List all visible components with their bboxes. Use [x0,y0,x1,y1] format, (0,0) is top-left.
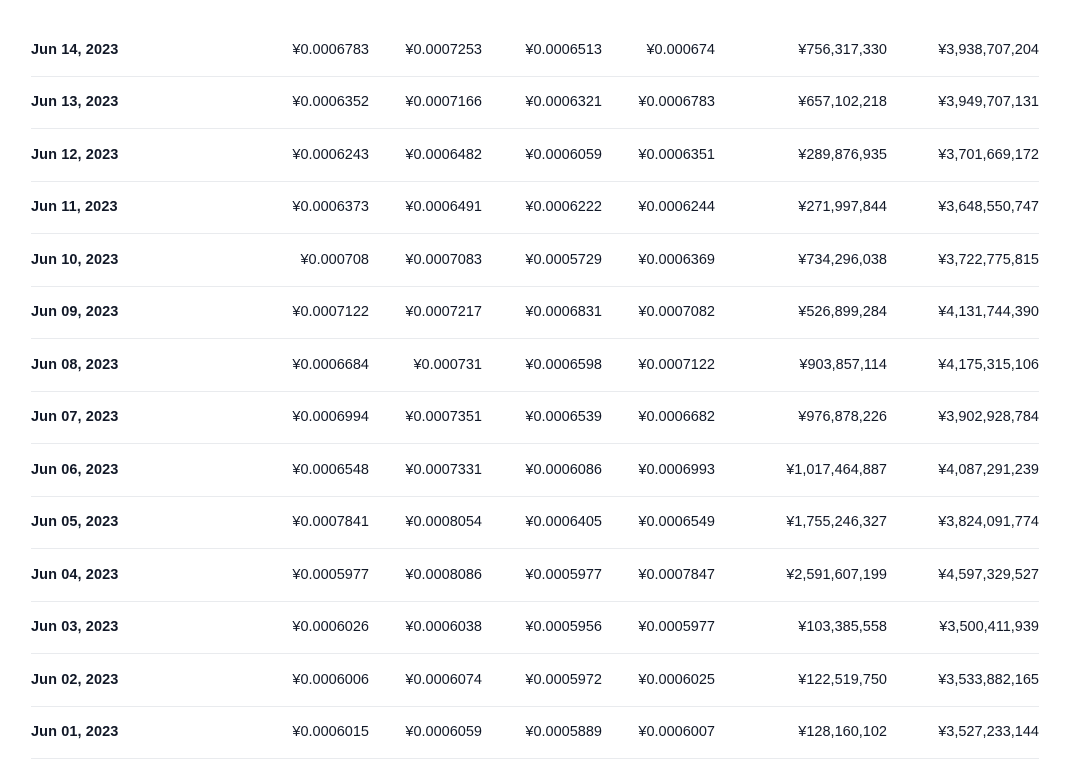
cell-date: Jun 04, 2023 [31,566,119,583]
cell-market-cap: ¥4,597,329,527 [938,566,1039,583]
cell-market-cap: ¥3,902,928,784 [938,409,1039,426]
cell-open: ¥0.0007841 [292,514,369,531]
table-row [31,129,1039,182]
cell-volume: ¥2,591,607,199 [786,566,887,583]
table-row [31,24,1039,76]
cell-volume: ¥734,296,038 [798,251,887,268]
historical-price-table [31,24,1039,759]
cell-close: ¥0.0006783 [638,94,715,111]
cell-low: ¥0.0005977 [525,566,602,583]
cell-high: ¥0.0006482 [405,146,482,163]
table-row [31,706,1039,759]
cell-volume: ¥976,878,226 [798,409,887,426]
cell-low: ¥0.0006598 [525,356,602,373]
table-row [31,549,1039,602]
table-row [31,654,1039,707]
cell-close: ¥0.0007122 [638,356,715,373]
cell-market-cap: ¥3,701,669,172 [938,146,1039,163]
cell-open: ¥0.0006352 [292,94,369,111]
cell-close: ¥0.0005977 [638,619,715,636]
cell-open: ¥0.000708 [300,251,369,268]
cell-open: ¥0.0006684 [292,356,369,373]
cell-date: Jun 11, 2023 [31,199,118,216]
cell-market-cap: ¥4,131,744,390 [938,304,1039,321]
table-row [31,339,1039,392]
cell-market-cap: ¥3,527,233,144 [938,724,1039,741]
cell-open: ¥0.0006015 [292,724,369,741]
cell-date: Jun 10, 2023 [31,251,119,268]
cell-market-cap: ¥3,533,882,165 [938,671,1039,688]
cell-market-cap: ¥3,500,411,939 [939,619,1039,636]
table-row [31,391,1039,444]
cell-market-cap: ¥4,087,291,239 [938,461,1039,478]
cell-high: ¥0.0007217 [405,304,482,321]
cell-volume: ¥903,857,114 [799,356,887,373]
cell-low: ¥0.0006086 [525,461,602,478]
cell-high: ¥0.0008086 [405,566,482,583]
cell-low: ¥0.0005972 [525,671,602,688]
cell-low: ¥0.0005956 [525,619,602,636]
cell-high: ¥0.0006074 [405,671,482,688]
cell-date: Jun 09, 2023 [31,304,119,321]
cell-low: ¥0.0006405 [525,514,602,531]
cell-low: ¥0.0005889 [525,724,602,741]
cell-open: ¥0.0006026 [292,619,369,636]
cell-close: ¥0.0006549 [638,514,715,531]
cell-close: ¥0.0006682 [638,409,715,426]
cell-close: ¥0.0006351 [638,146,715,163]
cell-open: ¥0.0007122 [292,304,369,321]
cell-market-cap: ¥3,938,707,204 [938,41,1039,58]
cell-market-cap: ¥3,949,707,131 [938,94,1039,111]
cell-open: ¥0.0006243 [292,146,369,163]
table-row [31,76,1039,129]
cell-date: Jun 05, 2023 [31,514,119,531]
cell-volume: ¥128,160,102 [798,724,887,741]
cell-low: ¥0.0006059 [525,146,602,163]
cell-close: ¥0.0006369 [638,251,715,268]
cell-low: ¥0.0006222 [525,199,602,216]
cell-open: ¥0.0006548 [292,461,369,478]
table-row [31,601,1039,654]
table-body [31,24,1039,759]
cell-high: ¥0.0006038 [405,619,482,636]
table-row [31,444,1039,497]
cell-close: ¥0.0006244 [638,199,715,216]
cell-market-cap: ¥3,648,550,747 [938,199,1039,216]
cell-volume: ¥1,755,246,327 [786,514,887,531]
cell-high: ¥0.0008054 [405,514,482,531]
cell-date: Jun 14, 2023 [31,41,119,58]
cell-open: ¥0.0006783 [292,41,369,58]
cell-close: ¥0.0006007 [638,724,715,741]
cell-high: ¥0.0006491 [405,199,482,216]
cell-volume: ¥271,997,844 [798,199,887,216]
cell-open: ¥0.0006006 [292,671,369,688]
cell-date: Jun 13, 2023 [31,94,119,111]
cell-volume: ¥289,876,935 [798,146,887,163]
cell-market-cap: ¥3,824,091,774 [938,514,1039,531]
cell-high: ¥0.0007253 [405,41,482,58]
cell-volume: ¥657,102,218 [798,94,887,111]
cell-volume: ¥103,385,558 [798,619,887,636]
cell-low: ¥0.0006831 [525,304,602,321]
cell-market-cap: ¥3,722,775,815 [938,251,1039,268]
cell-date: Jun 03, 2023 [31,619,119,636]
cell-close: ¥0.0006025 [638,671,715,688]
cell-high: ¥0.0007331 [405,461,482,478]
cell-close: ¥0.000674 [646,41,715,58]
cell-close: ¥0.0007082 [638,304,715,321]
cell-volume: ¥756,317,330 [798,41,887,58]
cell-open: ¥0.0006373 [292,199,369,216]
cell-low: ¥0.0006539 [525,409,602,426]
table-row [31,286,1039,339]
cell-date: Jun 06, 2023 [31,461,119,478]
cell-volume: ¥526,899,284 [798,304,887,321]
table-row [31,496,1039,549]
cell-high: ¥0.0007083 [405,251,482,268]
cell-date: Jun 08, 2023 [31,356,119,373]
cell-date: Jun 12, 2023 [31,146,119,163]
cell-close: ¥0.0007847 [638,566,715,583]
cell-market-cap: ¥4,175,315,106 [938,356,1039,373]
cell-low: ¥0.0006321 [525,94,602,111]
cell-date: Jun 02, 2023 [31,671,119,688]
table-row [31,181,1039,234]
cell-high: ¥0.0006059 [405,724,482,741]
cell-low: ¥0.0006513 [525,41,602,58]
cell-open: ¥0.0006994 [292,409,369,426]
cell-date: Jun 01, 2023 [31,724,119,741]
cell-volume: ¥1,017,464,887 [786,461,887,478]
cell-open: ¥0.0005977 [292,566,369,583]
cell-date: Jun 07, 2023 [31,409,119,426]
cell-high: ¥0.0007166 [405,94,482,111]
cell-low: ¥0.0005729 [525,251,602,268]
cell-high: ¥0.0007351 [405,409,482,426]
cell-close: ¥0.0006993 [638,461,715,478]
cell-high: ¥0.000731 [413,356,482,373]
cell-volume: ¥122,519,750 [798,671,887,688]
table-row [31,234,1039,287]
